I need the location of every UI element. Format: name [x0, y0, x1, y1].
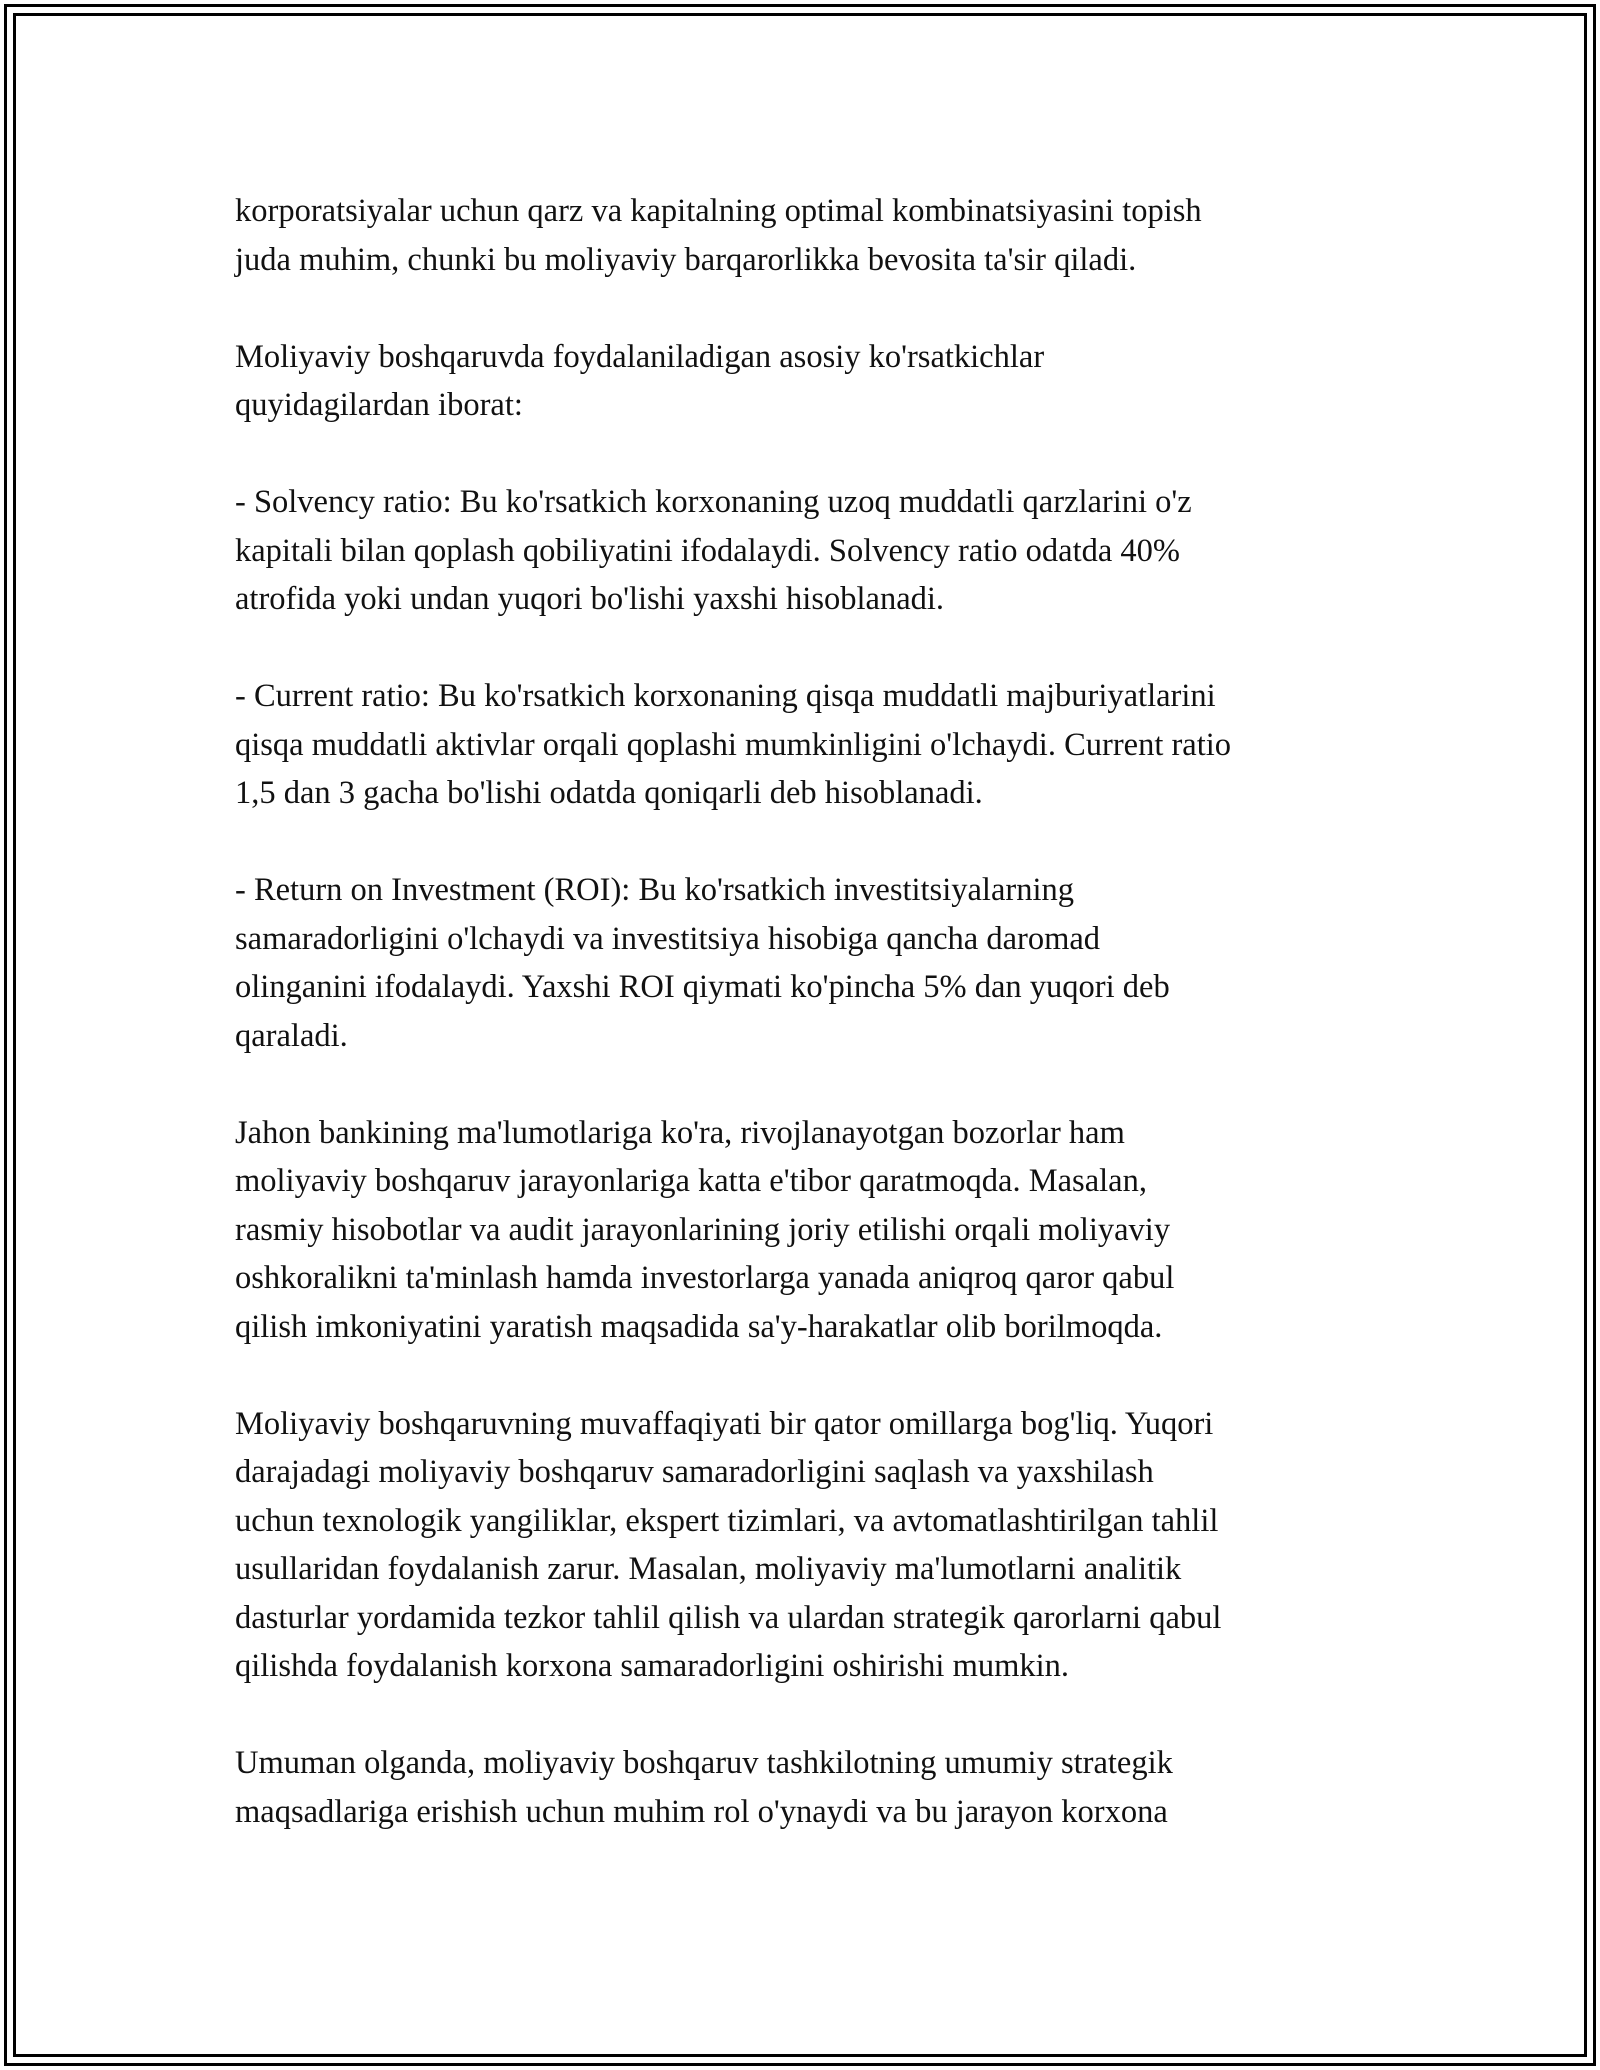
- text-line: oshkoralikni ta'minlash hamda investorlarga yanada aniqroq qaror qabul: [235, 1260, 1175, 1296]
- text-line: Moliyaviy boshqaruvning muvaffaqiyati bir qator omillarga bog'liq. Yuqori: [235, 1405, 1214, 1442]
- list-item-solvency-ratio: [235, 478, 1385, 624]
- text-line: moliyaviy boshqaruv jarayonlariga katta e'tibor qaratmoqda. Masalan,: [235, 1163, 1147, 1199]
- text-line: - Solvency ratio: Bu ko'rsatkich korxonaning uzoq muddatli qarzlarini o'z: [235, 484, 1192, 520]
- text-line: Jahon bankining ma'lumotlariga ko'ra, rivojlanayotgan bozorlar ham: [235, 1114, 1125, 1151]
- text-line: korporatsiyalar uchun qarz va kapitalning optimal kombinatsiyasini topish: [235, 193, 1202, 229]
- text-line: qisqa muddatli aktivlar orqali qoplashi mumkinligini o'lchaydi. Current ratio: [235, 726, 1232, 763]
- text-line: maqsadlariga erishish uchun muhim rol o'ynaydi va bu jarayon korxona: [235, 1793, 1168, 1830]
- document-body: [235, 187, 1385, 1836]
- text-line: darajadagi moliyaviy boshqaruv samaradorligini saqlash va yaxshilash: [235, 1454, 1154, 1490]
- text-line: rasmiy hisobotlar va audit jarayonlarining joriy etilishi orqali moliyaviy: [235, 1211, 1171, 1248]
- paragraph-success-factors: [235, 1400, 1385, 1691]
- text-line: qilish imkoniyatini yaratish maqsadida sa'y-harakatlar olib borilmoqda.: [235, 1308, 1163, 1345]
- text-line: olinganini ifodalaydi. Yaxshi ROI qiymati ko'pincha 5% dan yuqori deb: [235, 969, 1170, 1005]
- list-item-current-ratio: [235, 672, 1385, 818]
- paragraph-conclusion: [235, 1739, 1385, 1836]
- text-line: dasturlar yordamida tezkor tahlil qilish va ulardan strategik qarorlarni qabul: [235, 1599, 1222, 1636]
- text-line: Moliyaviy boshqaruvda foydalaniladigan asosiy ko'rsatkichlar: [235, 338, 1045, 375]
- text-line: juda muhim, chunki bu moliyaviy barqarorlikka bevosita ta'sir qiladi.: [235, 241, 1137, 278]
- text-line: qilishda foydalanish korxona samaradorligini oshirishi mumkin.: [235, 1648, 1070, 1684]
- text-line: - Current ratio: Bu ko'rsatkich korxonaning qisqa muddatli majburiyatlarini: [235, 678, 1216, 714]
- paragraph-capital-structure: [235, 187, 1385, 284]
- text-line: uchun texnologik yangiliklar, ekspert tizimlari, va avtomatlashtirilgan tahlil: [235, 1502, 1219, 1539]
- text-line: 1,5 dan 3 gacha bo'lishi odatda qoniqarli deb hisoblanadi.: [235, 775, 983, 811]
- text-line: - Return on Investment (ROI): Bu ko'rsatkich investitsiyalarning: [235, 872, 1074, 908]
- text-line: qaraladi.: [235, 1017, 348, 1054]
- text-line: atrofida yoki undan yuqori bo'lishi yaxshi hisoblanadi.: [235, 581, 945, 617]
- text-line: quyidagilardan iborat:: [235, 387, 523, 423]
- text-line: usullaridan foydalanish zarur. Masalan, moliyaviy ma'lumotlarni analitik: [235, 1551, 1182, 1587]
- paragraph-world-bank: [235, 1109, 1385, 1352]
- text-line: kapitali bilan qoplash qobiliyatini ifodalaydi. Solvency ratio odatda 40%: [235, 532, 1181, 569]
- text-line: samaradorligini o'lchaydi va investitsiya hisobiga qancha daromad: [235, 920, 1101, 957]
- text-line: Umuman olganda, moliyaviy boshqaruv tashkilotning umumiy strategik: [235, 1745, 1173, 1781]
- paragraph-key-indicators-intro: [235, 333, 1385, 430]
- list-item-roi: [235, 866, 1385, 1060]
